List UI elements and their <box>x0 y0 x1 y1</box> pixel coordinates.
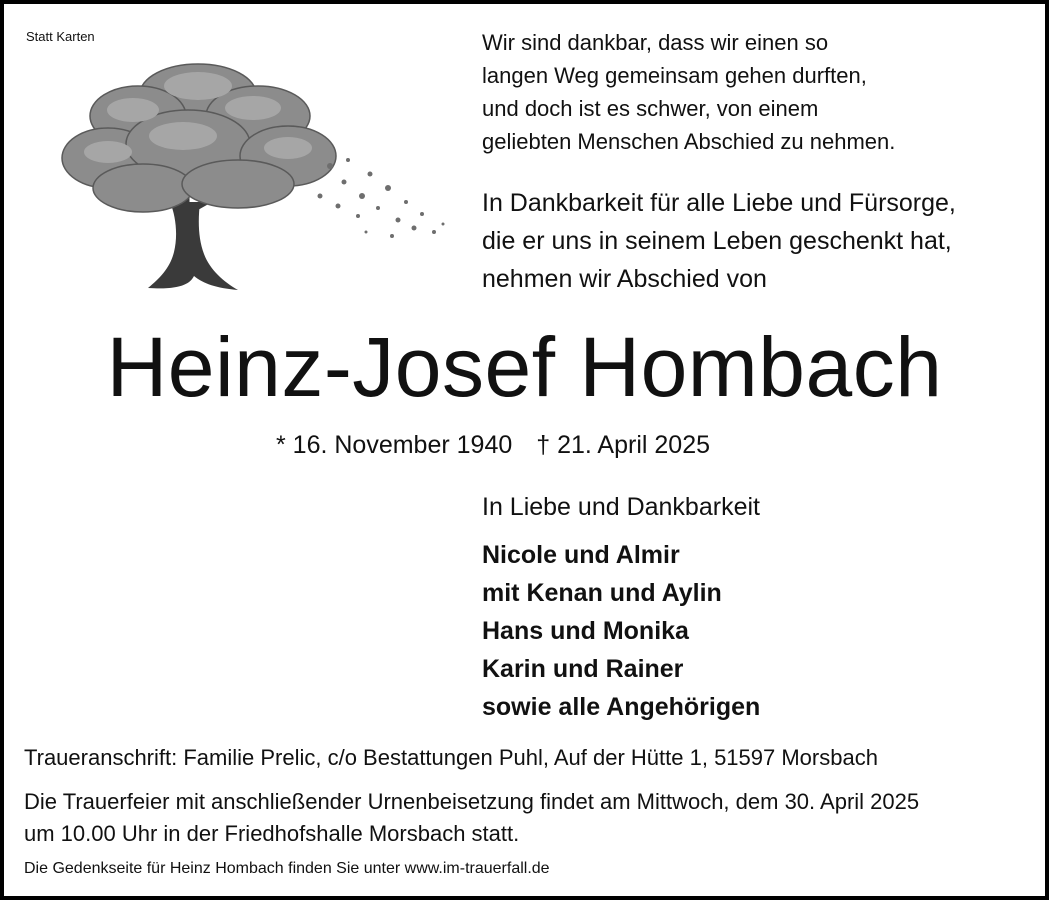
family-member: Karin und Rainer <box>482 655 684 683</box>
dedication <box>482 184 956 298</box>
verse-line: langen Weg gemeinsam gehen durften, <box>482 63 867 88</box>
dedication-line: die er uns in seinem Leben geschenkt hat, <box>482 227 952 255</box>
family-list <box>482 536 760 726</box>
memorial-page-note: Die Gedenkseite für Heinz Hombach finden Sie unter www.im-trauerfall.de <box>24 860 550 877</box>
tree-with-falling-leaves-icon <box>48 56 448 296</box>
mourning-address: Traueranschrift: Familie Prelic, c/o Bestattungen Puhl, Auf der Hütte 1, 51597 Morsbach <box>24 745 878 770</box>
ceremony-info <box>24 786 919 850</box>
verse-line: geliebten Menschen Abschied zu nehmen. <box>482 129 896 154</box>
verse-line: Wir sind dankbar, dass wir einen so <box>482 30 829 55</box>
ceremony-line: Die Trauerfeier mit anschließender Urnenbeisetzung findet am Mittwoch, dem 30. April 2025 <box>24 789 920 814</box>
statt-karten-note: Statt Karten <box>26 29 95 44</box>
life-dates <box>276 430 710 460</box>
death-date: † 21. April 2025 <box>536 431 711 459</box>
deceased-name: Heinz-Josef Hombach <box>106 320 943 414</box>
verse-line: und doch ist es schwer, von einem <box>482 96 819 121</box>
family-intro: In Liebe und Dankbarkeit <box>482 493 760 521</box>
dedication-line: nehmen wir Abschied von <box>482 265 767 293</box>
dedication-line: In Dankbarkeit für alle Liebe und Fürsorge, <box>482 189 956 217</box>
birth-date: * 16. November 1940 <box>276 431 513 459</box>
ceremony-line: um 10.00 Uhr in der Friedhofshalle Morsbach statt. <box>24 821 520 846</box>
family-member: Nicole und Almir <box>482 541 680 569</box>
verse <box>482 26 895 158</box>
family-member: mit Kenan und Aylin <box>482 579 722 607</box>
family-member: Hans und Monika <box>482 617 689 645</box>
family-member: sowie alle Angehörigen <box>482 693 761 721</box>
